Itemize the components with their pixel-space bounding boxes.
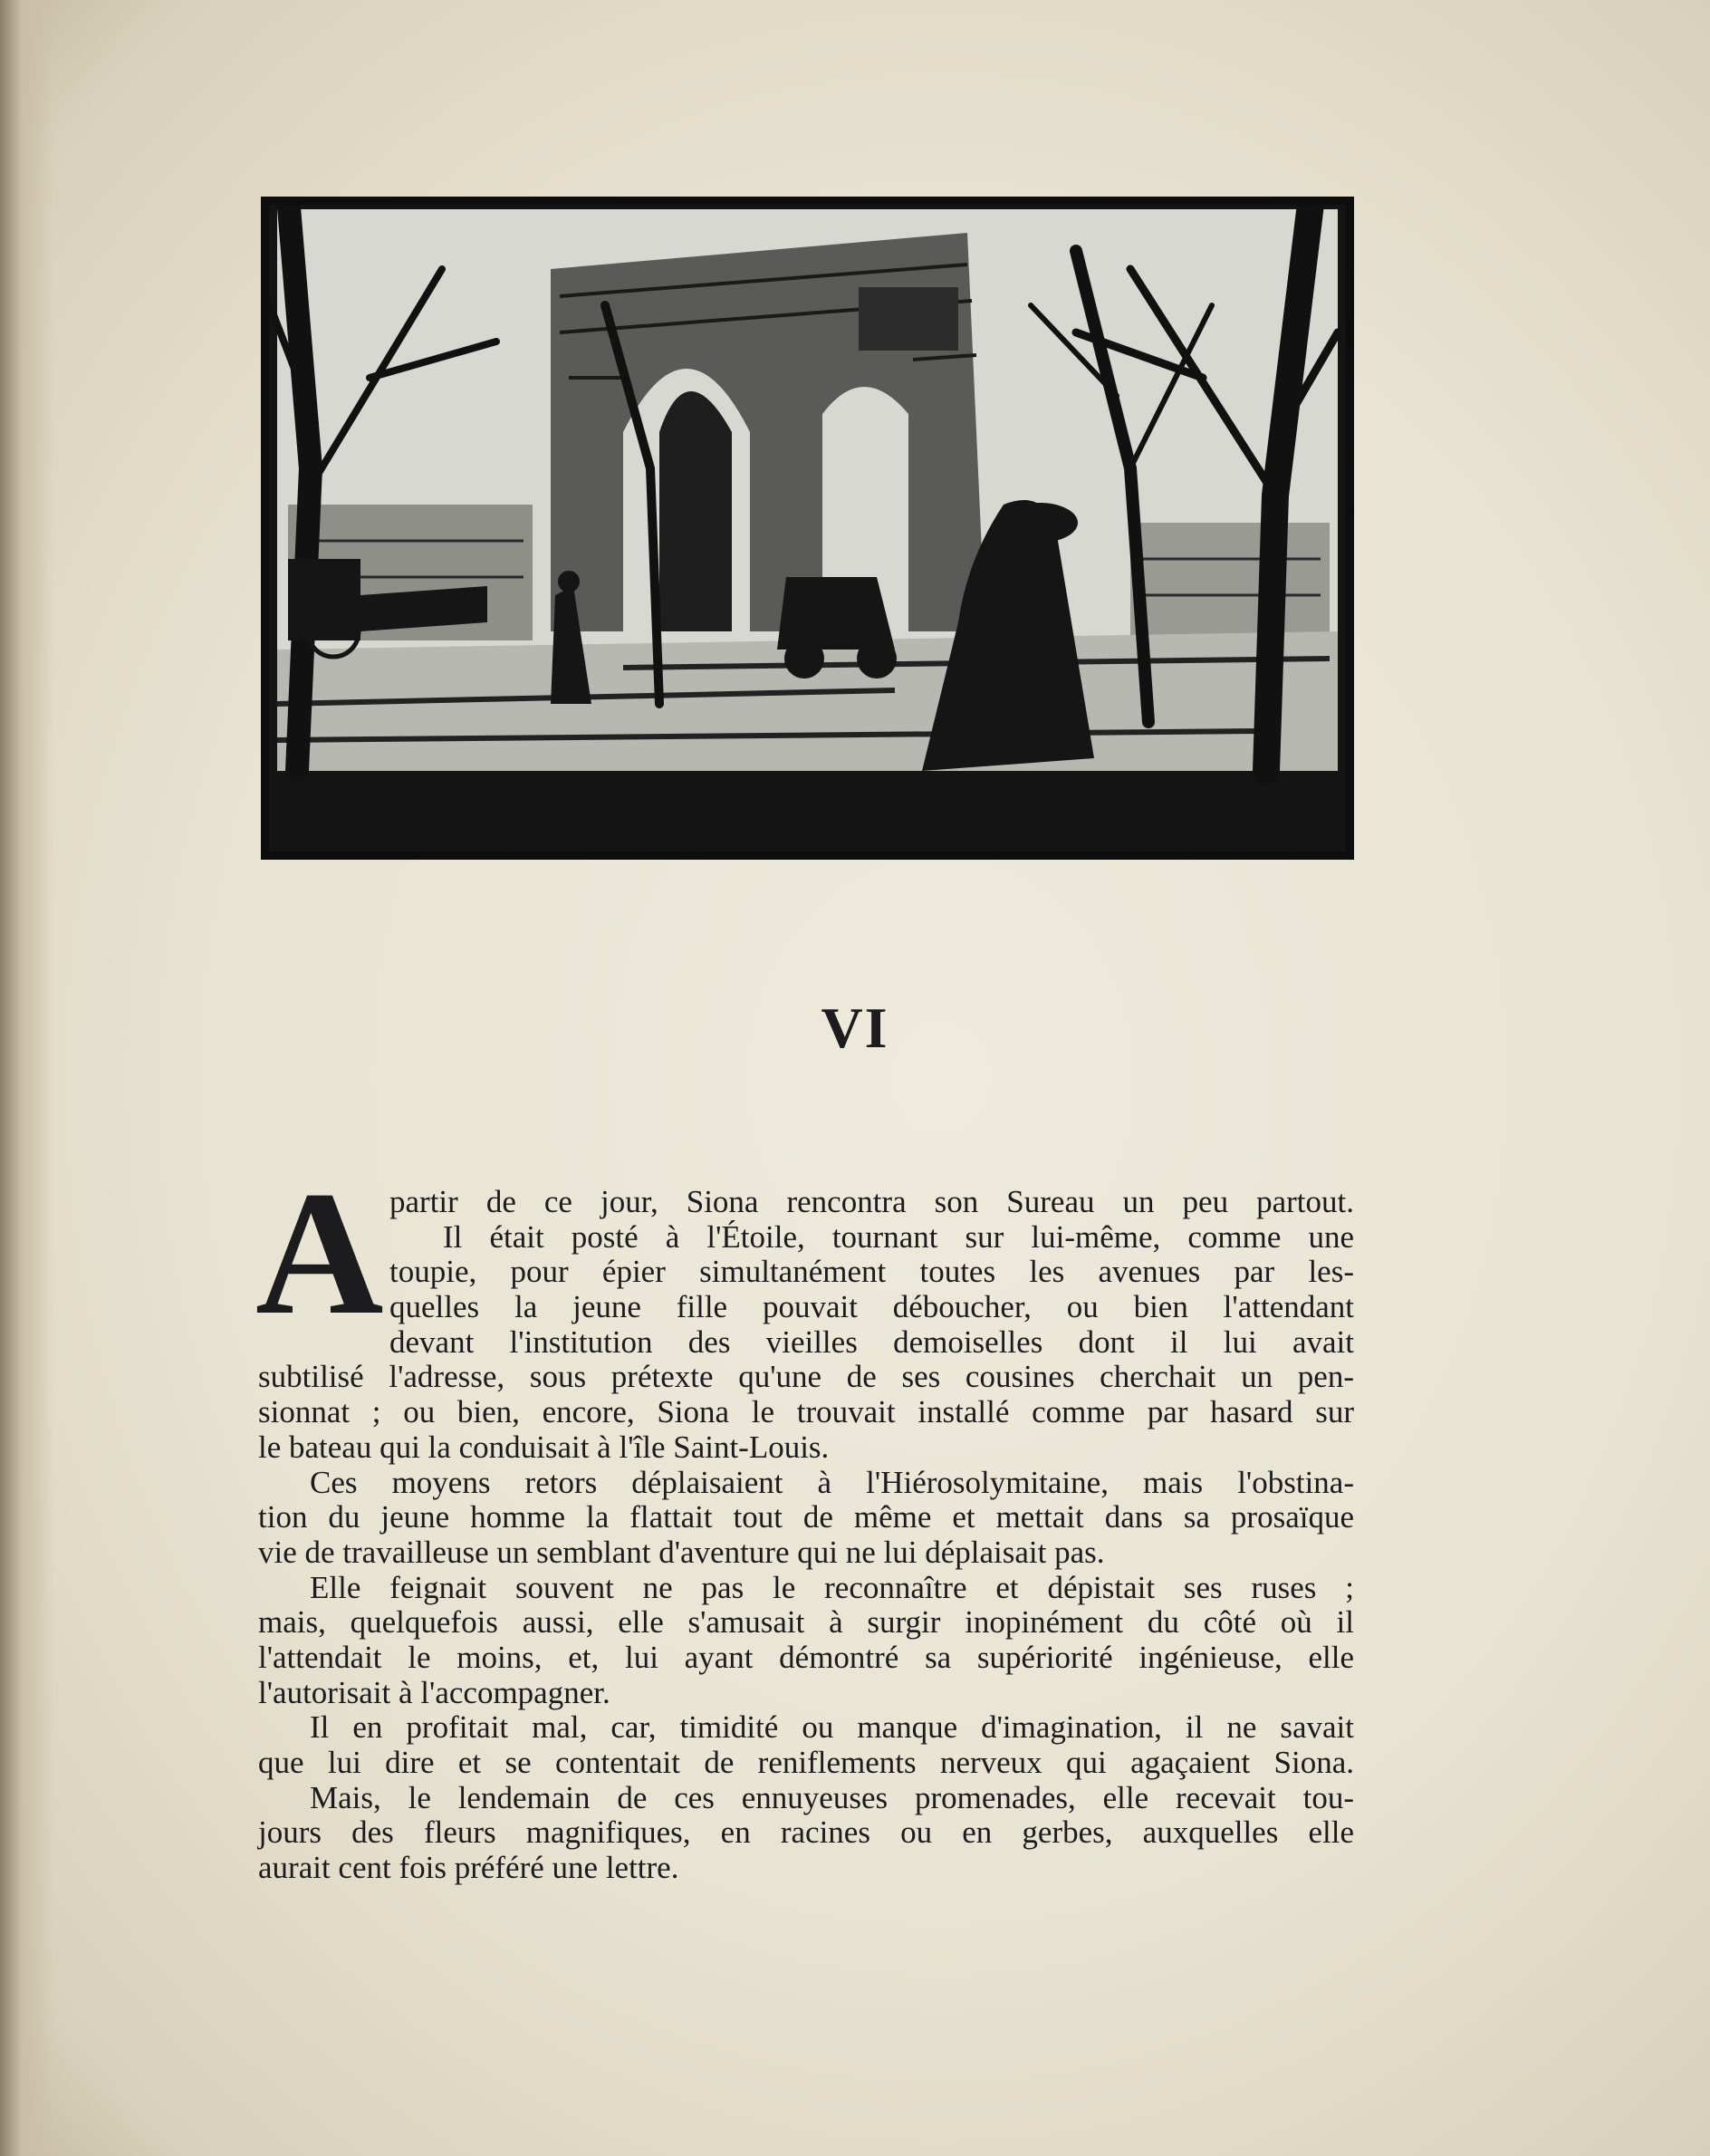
text-line: aurait cent fois préféré une lettre. [258, 1850, 679, 1886]
text-line: toupie, pour épier simultanément toutes les avenues par les- [389, 1254, 1354, 1290]
text-line: l'attendait le moins, et, lui ayant démontré sa supériorité ingénieuse, elle [258, 1639, 1354, 1675]
page-edge-shadow [0, 0, 54, 2156]
text-line: tion du jeune homme la flattait tout de même et mettait dans sa prosaïque [258, 1499, 1354, 1535]
text-line: quelles la jeune fille pouvait déboucher, ou bien l'attendant [389, 1289, 1354, 1325]
text-line: subtilisé l'adresse, sous prétexte qu'une de ses cousines cherchait un pen- [258, 1359, 1354, 1395]
text-line: Elle feignait souvent ne pas le reconnaître et dépistait ses ruses ; [310, 1569, 1354, 1605]
text-line: Ces moyens retors déplaisaient à l'Hiérosolymitaine, mais l'obstina- [310, 1464, 1354, 1500]
woodcut-illustration-arc-de-triomphe [261, 197, 1354, 860]
text-line: Il était posté à l'Étoile, tournant sur lui-même, comme une [443, 1218, 1354, 1255]
body-text [258, 1185, 1354, 1886]
text-line: le bateau qui la conduisait à l'île Saint-Louis. [258, 1429, 830, 1465]
text-line: mais, quelquefois aussi, elle s'amusait à surgir inopinément du côté où il [258, 1604, 1354, 1641]
text-line: que lui dire et se contentait de reniflements nerveux qui agaçaient Siona. [258, 1745, 1354, 1780]
text-line: jours des fleurs magnifiques, en racines ou en gerbes, auxquelles elle [258, 1814, 1354, 1851]
text-line: Mais, le lendemain de ces ennuyeuses promenades, elle recevait tou- [310, 1779, 1354, 1815]
text-line: sionnat ; ou bien, encore, Siona le trouvait installé comme par hasard sur [258, 1394, 1354, 1430]
text-line: devant l'institution des vieilles demoiselles dont il lui avait [389, 1323, 1354, 1360]
text-line: l'autorisait à l'accompagner. [258, 1674, 610, 1710]
text-line: Il en profitait mal, car, timidité ou manque d'imagination, il ne savait [310, 1709, 1354, 1746]
text-line: partir de ce jour, Siona rencontra son Sureau un peu partout. [389, 1184, 1354, 1219]
drop-cap: A [255, 1155, 384, 1352]
chapter-number: VI [821, 996, 889, 1060]
text-line: vie de travailleuse un semblant d'aventure qui ne lui déplaisait pas. [258, 1534, 1105, 1570]
